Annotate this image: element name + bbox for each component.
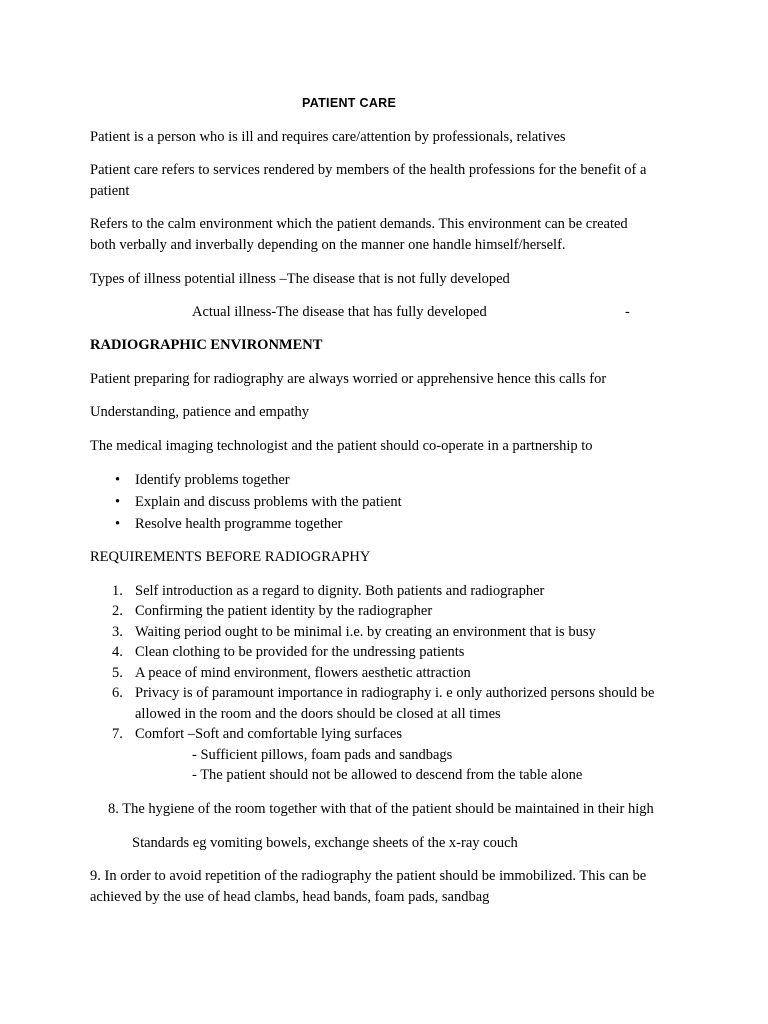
paragraph-patient-definition: Patient is a person who is ill and requires care/attention by professionals, relatives (90, 129, 566, 145)
paragraph-item9-line2: achieved by the use of head clambs, head bands, foam pads, sandbag (90, 889, 490, 905)
paragraph-patient-preparing: Patient preparing for radiography are always worried or apprehensive hence this calls for (90, 371, 607, 387)
list-subitem: - Sufficient pillows, foam pads and sandbags (192, 747, 453, 763)
paragraph-environment-line2: both verbally and inverbally depending on the manner one handle himself/herself. (90, 237, 566, 253)
list-item: A peace of mind environment, flowers aesthetic attraction (135, 665, 471, 681)
paragraph-item8-line1: 8. The hygiene of the room together with that of the patient should be maintained in their high (108, 801, 654, 817)
paragraph-patient-care-line2: patient (90, 183, 130, 199)
paragraph-partnership: The medical imaging technologist and the patient should co-operate in a partnership to (90, 438, 593, 454)
list-item: Confirming the patient identity by the radiographer (135, 603, 433, 619)
list-number: 1. (112, 583, 123, 599)
page-title: PATIENT CARE (302, 96, 397, 110)
list-number: 2. (112, 603, 123, 619)
stray-dash: - (625, 304, 630, 320)
list-number: 5. (112, 665, 123, 681)
list-item-continuation: allowed in the room and the doors should be closed at all times (135, 706, 501, 722)
list-number: 7. (112, 726, 123, 742)
paragraph-understanding: Understanding, patience and empathy (90, 404, 310, 420)
heading-requirements: REQUIREMENTS BEFORE RADIOGRAPHY (90, 549, 371, 565)
list-item: Resolve health programme together (135, 516, 343, 532)
list-item: Explain and discuss problems with the patient (135, 494, 402, 510)
list-item: Comfort –Soft and comfortable lying surfaces (135, 726, 402, 742)
paragraph-item8-line2: Standards eg vomiting bowels, exchange sheets of the x-ray couch (132, 835, 518, 851)
list-subitem: - The patient should not be allowed to descend from the table alone (192, 767, 583, 783)
list-item: Waiting period ought to be minimal i.e. by creating an environment that is busy (135, 624, 596, 640)
list-item: Identify problems together (135, 472, 290, 488)
heading-radiographic-environment: RADIOGRAPHIC ENVIRONMENT (90, 337, 323, 353)
bullet-marker: • (115, 472, 121, 488)
bullet-marker: • (115, 516, 121, 532)
list-number: 6. (112, 685, 123, 701)
list-item: Self introduction as a regard to dignity. Both patients and radiographer (135, 583, 545, 599)
paragraph-actual-illness: Actual illness-The disease that has fully developed (192, 304, 487, 320)
bullet-marker: • (115, 494, 121, 510)
list-item: Privacy is of paramount importance in radiography i. e only authorized persons should be (135, 685, 655, 701)
paragraph-environment-line1: Refers to the calm environment which the patient demands. This environment can be created (90, 216, 628, 232)
list-item: Clean clothing to be provided for the undressing patients (135, 644, 465, 660)
paragraph-patient-care-line1: Patient care refers to services rendered by members of the health professions for the benefit of a (90, 162, 647, 178)
paragraph-illness-types: Types of illness potential illness –The disease that is not fully developed (90, 271, 510, 287)
paragraph-item9-line1: 9. In order to avoid repetition of the radiography the patient should be immobilized. This can be (90, 868, 647, 884)
list-number: 3. (112, 624, 123, 640)
list-number: 4. (112, 644, 123, 660)
